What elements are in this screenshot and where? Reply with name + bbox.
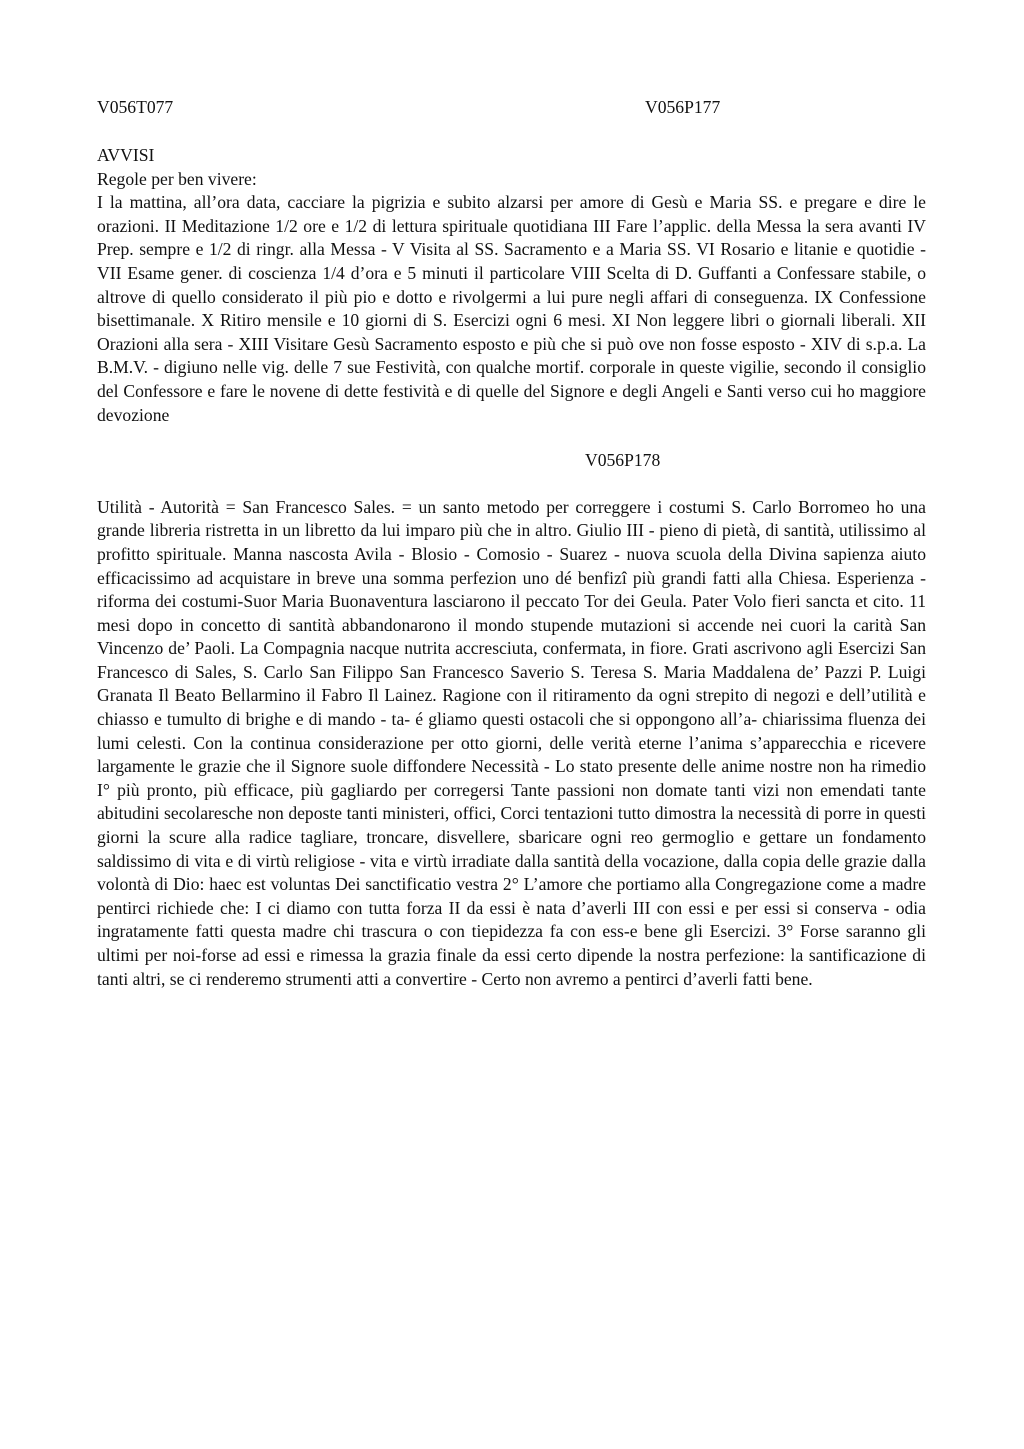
document-id-right: V056P177 (645, 97, 721, 117)
body-paragraph: Utilità - Autorità = San Francesco Sales. = un santo metodo per correggere i costumi S. Carlo Borromeo ho una grande libreria ristretta in un libretto da lui imparo più che in altro. Giulio III - pieno di pietà, di santità, utilissimo al profitto spirituale. Manna nascosta Avila - Blosio - Comosio - Suarez - nuova scuola della Divina sapienza aiuto efficacissimo ad acquistare in breve una somma perfezion uno dé benfizî più grandi fatti alla Chiesa. Esperienza - riforma dei costumi-Suor Maria Buonaventura lasciarono il peccato Tor dei Geula. Pater Volo fieri sancta et cito. 11 mesi dopo in concetto di santità abbandonarono il mondo stupende mutazioni si accende nei cuori la carità San Vincenzo de’ Paoli. La Compagnia nacque nutrita accresciuta, confermata, in fiore. Grati ascrivono agli Esercizi San Francesco di Sales, S. Carlo San Filippo San Francesco Saverio S. Teresa S. Maria Maddalena de’ Pazzi P. Luigi Granata Il Beato Bellarmino il Fabro Il Lainez. Ragione con il ritiramento da ogni strepito di negozi e dell’utilità e chiasso e tumulto di brighe e di mando - ta- é gliamo questi ostacoli che si oppongono all’a- chiarissima fluenza dei lumi celesti. Con la continua considerazione per otto giorni, delle verità eterne l’anima s’apparecchia e ricevere largamente le grazie che il Signore suole diffondere Necessità - Lo stato presente delle anime nostre non ha rimedio I° più pronto, più efficace, più gagliardo per corregersi Tante passioni non domate tanti vizi non emendati tante abitudini secolaresche non deposte tanti ministeri, offici, Corci tentazioni tutto dimostra la necessità di porre in questi giorni la scure alla radice tagliare, troncare, disvellere, sbaricare ogni reo germoglio e gettare un fondamento saldissimo di vita e di virtù religiose - vita e virtù irradiate dalla santità della vocazione, dalla copia delle grazie dalla volontà di Dio: haec est voluntas Dei sanctificatio vestra 2° L’amore che portiamo alla Congregazione come a madre pentirci richiede che: I ci diamo con tutta forza II da essi è nata d’averli III con essi e per essi si conserva - odia ingratamente fatti questa madre chi trascura o con tiepidezza fa con ess-e bene gli Esercizi. 3° Forse saranno gli ultimi per noi-forse ad essi e rimessa la grazia finale da essi certo dipende la nostra perfezione: la santificazione di tanti altri, se ci renderemo strumenti atti a convertire - Certo non avremo a pentirci d’averli fatti bene. (97, 496, 926, 989)
page-marker: V056P178 (585, 450, 661, 471)
rules-paragraph: I la mattina, all’ora data, cacciare la pigrizia e subito alzarsi per amore di Gesù e Maria SS. e pregare e dire le orazioni. II Meditazione 1/2 ore e 1/2 di lettura spirituale quotidiana III Fare l’applic. della Messa la sera avanti IV Prep. sempre e 1/2 di ringr. alla Messa - V Visita al SS. Sacramento e a Maria SS. VI Rosario e litanie e quotidie - VII Esame gener. di coscienza 1/4 d’ora e 5 minuti il particolare VIII Scelta di D. Guffanti a Confessare stabile, o altrove di quello considerato il più pio e dotto e rivolgermi a lui pure negli affari di conseguenza. IX Confessione bisettimanale. X Ritiro mensile e 10 giorni di S. Esercizi ogni 6 mesi. XI Non leggere libri o giornali liberali. XII Orazioni alla sera - XIII Visitare Gesù Sacramento esposto e più che si può ove non fosse esposto - XIV di s.p.a. La B.M.V. - digiuno nelle vig. delle 7 sue Festività, con qualche mortif. corporale in queste vigilie, secondo il consiglio del Confessore e fare le novene di dette festività e di quelle del Signore e degli Angeli e Santi verso cui ho maggiore devozione (97, 192, 926, 425)
section-title: AVVISI (97, 145, 155, 165)
section-subtitle: Regole per ben vivere: (97, 168, 257, 189)
document-page (97, 96, 926, 991)
document-id-left: V056T077 (97, 97, 174, 117)
header-row (97, 96, 926, 120)
